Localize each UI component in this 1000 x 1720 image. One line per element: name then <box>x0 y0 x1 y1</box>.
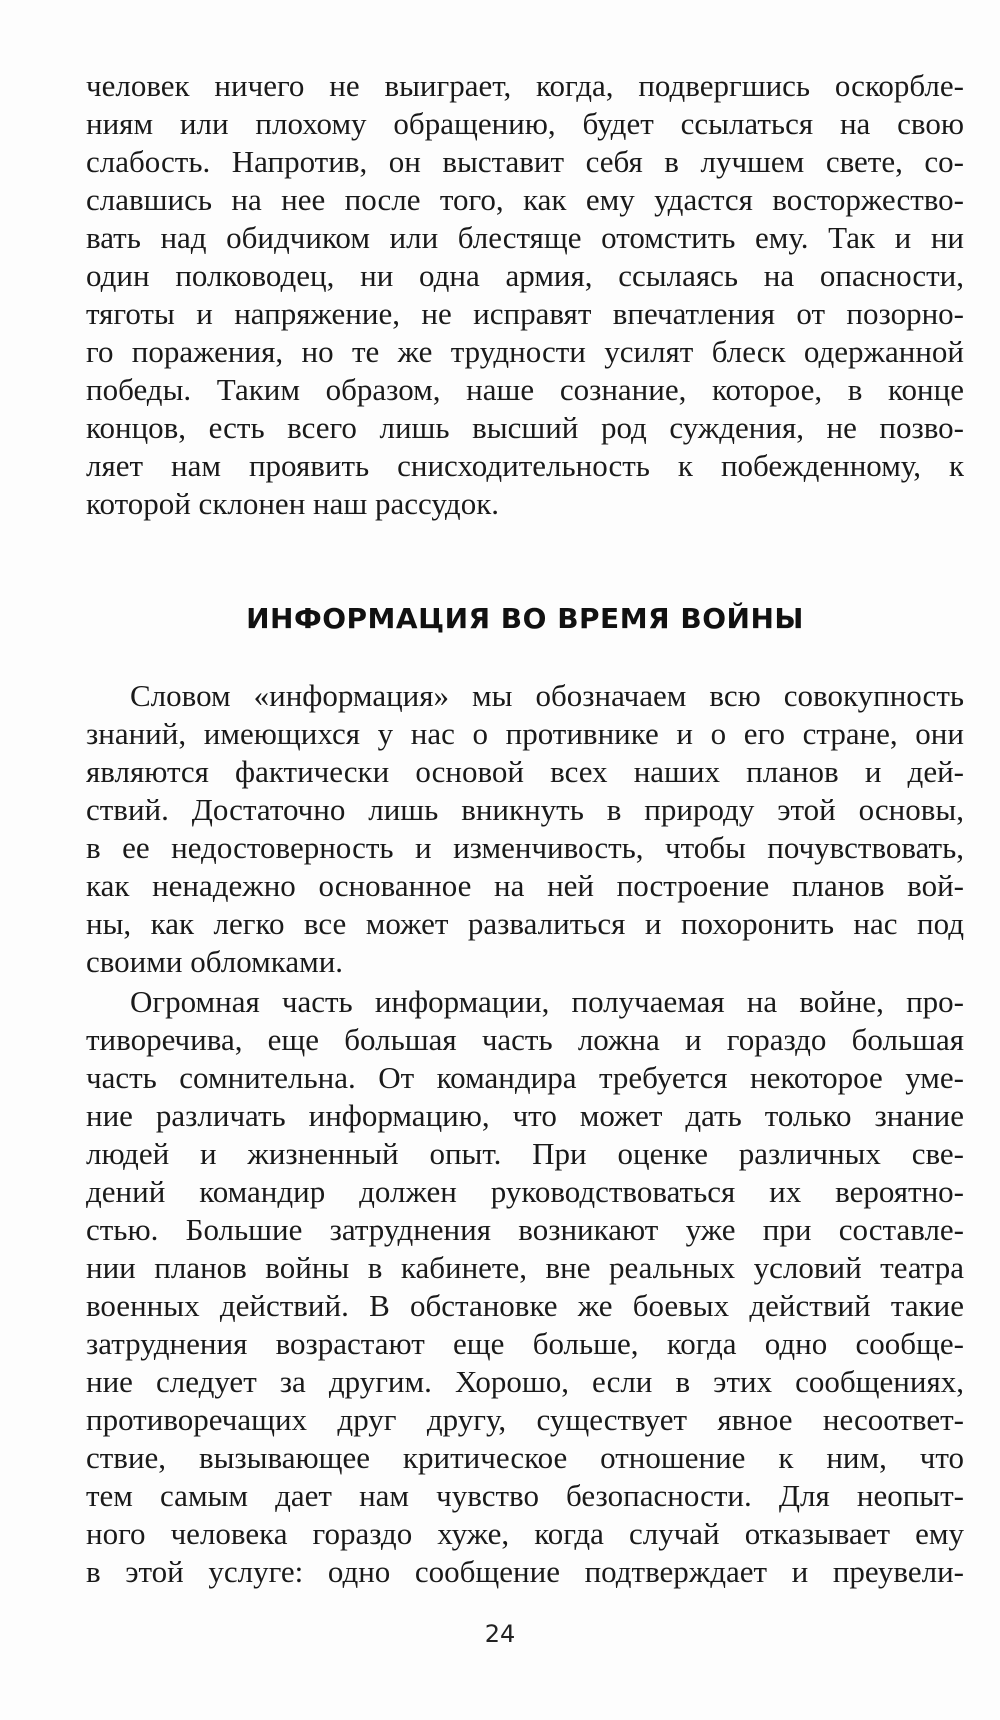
text-line: дений командир должен руководствоваться их вероятно- <box>86 1174 964 1209</box>
text-line: слабость. Напротив, он выставит себя в лучшем свете, со- <box>86 144 964 179</box>
text-line: го поражения, но те же трудности усилят блеск одержанной <box>86 334 964 369</box>
text-line: в этой услуге: одно сообщение подтверждает и преувели- <box>86 1554 964 1589</box>
text-line: концов, есть всего лишь высший род суждения, не позво- <box>86 410 964 445</box>
text-line: Словом «информация» мы обозначаем всю совокупность <box>130 678 964 713</box>
text-line: противоречащих друг другу, существует явное несоответ- <box>86 1402 964 1437</box>
section-heading: ИНФОРМАЦИЯ ВО ВРЕМЯ ВОЙНЫ <box>246 602 804 635</box>
text-line: в ее недостоверность и изменчивость, чтобы почувствовать, <box>86 830 964 865</box>
text-line: славшись на нее после того, как ему удастся восторжество- <box>86 182 964 217</box>
text-line: тем самым дает нам чувство безопасности. Для неопыт- <box>86 1478 964 1513</box>
text-line: военных действий. В обстановке же боевых действий такие <box>86 1288 964 1323</box>
text-line: как ненадежно основанное на ней построение планов вой- <box>86 868 964 903</box>
text-line: являются фактически основой всех наших планов и дей- <box>86 754 964 789</box>
text-line: людей и жизненный опыт. При оценке различных све- <box>86 1136 964 1171</box>
text-line: победы. Таким образом, наше сознание, которое, в конце <box>86 372 964 407</box>
text-line: ние следует за другим. Хорошо, если в этих сообщениях, <box>86 1364 964 1399</box>
text-line: ниям или плохому обращению, будет ссылаться на свою <box>86 106 964 141</box>
text-line: ствие, вызывающее критическое отношение к ним, что <box>86 1440 964 1475</box>
text-line: ны, как легко все может развалиться и похоронить нас под <box>86 906 964 941</box>
text-line: человек ничего не выиграет, когда, подвергшись оскорбле- <box>86 68 964 103</box>
text-line: вать над обидчиком или блестяще отомстить ему. Так и ни <box>86 220 964 255</box>
text-line: тиворечива, еще большая часть ложна и гораздо большая <box>86 1022 964 1057</box>
text-line: стью. Большие затруднения возникают уже при составле- <box>86 1212 964 1247</box>
text-line: часть сомнительна. От командира требуется некоторое уме- <box>86 1060 964 1095</box>
text-line: тяготы и напряжение, не исправят впечатления от позорно- <box>86 296 964 331</box>
text-line: ние различать информацию, что может дать только знание <box>86 1098 964 1133</box>
text-line: ляет нам проявить снисходительность к побежденному, к <box>86 448 964 483</box>
page-number: 24 <box>484 1620 516 1648</box>
text-line: знаний, имеющихся у нас о противнике и о его стране, они <box>86 716 964 751</box>
text-line: которой склонен наш рассудок. <box>86 486 500 521</box>
text-line: затруднения возрастают еще больше, когда одно сообще- <box>86 1326 964 1361</box>
text-line: Огромная часть информации, получаемая на войне, про- <box>130 984 964 1019</box>
text-line: своими обломками. <box>86 944 344 979</box>
text-line: ного человека гораздо хуже, когда случай отказывает ему <box>86 1516 964 1551</box>
text-line: ствий. Достаточно лишь вникнуть в природу этой основы, <box>86 792 964 827</box>
text-line: нии планов войны в кабинете, вне реальных условий театра <box>86 1250 964 1285</box>
text-line: один полководец, ни одна армия, ссылаясь на опасности, <box>86 258 964 293</box>
